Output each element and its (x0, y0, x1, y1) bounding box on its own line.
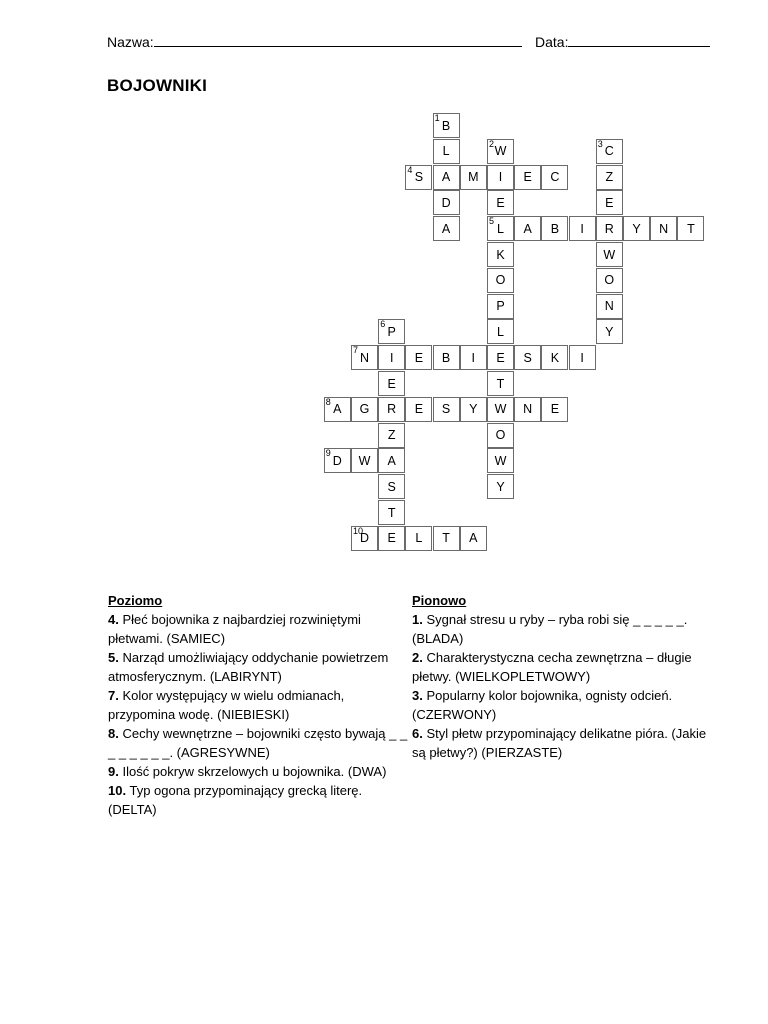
crossword-cell[interactable] (378, 319, 405, 344)
cell-letter: Y (469, 402, 478, 417)
clue-text: Narząd umożliwiający oddychanie powietrzem atmosferycznym. (LABIRYNT) (108, 650, 389, 684)
cell-letter: E (523, 170, 532, 185)
crossword-cell[interactable] (405, 345, 432, 370)
cell-letter: N (659, 221, 669, 236)
down-heading: Pionowo (412, 593, 467, 608)
crossword-cell[interactable] (514, 165, 541, 190)
crossword-cell[interactable] (433, 216, 460, 241)
cell-letter: A (469, 531, 478, 546)
cell-letter: Y (496, 479, 505, 494)
cell-letter: K (550, 350, 560, 365)
cell-letter: B (550, 221, 560, 236)
crossword-cell[interactable] (433, 526, 460, 551)
cell-letter: E (496, 195, 505, 210)
cell-letter: T (687, 221, 695, 236)
clue-number: 4. (108, 612, 119, 627)
name-label: Nazwa: (107, 34, 154, 50)
crossword-cell[interactable] (541, 345, 568, 370)
cell-letter: L (497, 324, 504, 339)
cell-letter: C (604, 144, 614, 159)
clue-text: Sygnał stresu u ryby – ryba robi się _ _ _ _ _. (BLADA) (412, 612, 688, 646)
crossword-cell[interactable] (541, 165, 568, 190)
clue-number: 7. (108, 688, 119, 703)
cell-letter: M (468, 170, 479, 185)
cell-letter: Z (387, 428, 396, 443)
crossword-cell[interactable] (324, 448, 351, 473)
cell-letter: T (442, 531, 450, 546)
crossword-cell[interactable] (487, 345, 514, 370)
clue-item (108, 686, 408, 724)
cell-letter: E (550, 402, 560, 417)
cell-letter: L (415, 531, 423, 546)
crossword-cell[interactable] (596, 190, 623, 215)
crossword-cell[interactable] (324, 397, 351, 422)
crossword-cell[interactable] (487, 294, 514, 319)
down-clues (412, 591, 712, 762)
cell-letter: A (387, 453, 396, 468)
crossword-cell[interactable] (460, 397, 487, 422)
cell-letter: Y (632, 221, 641, 236)
crossword-cell[interactable] (487, 268, 514, 293)
crossword-cell[interactable] (378, 371, 405, 396)
crossword-cell[interactable] (378, 423, 405, 448)
crossword-cell[interactable] (351, 448, 378, 473)
crossword-cell[interactable] (378, 397, 405, 422)
crossword-cell[interactable] (596, 268, 623, 293)
crossword-cell[interactable] (487, 242, 514, 267)
clue-number: 8. (108, 726, 119, 741)
crossword-cell[interactable] (596, 216, 623, 241)
cell-letter: C (550, 170, 560, 185)
clue-number: 6 (380, 319, 386, 330)
cell-letter: W (494, 402, 507, 417)
crossword-cell[interactable] (433, 345, 460, 370)
cell-letter: S (414, 170, 424, 185)
clue-number: 10. (108, 783, 127, 798)
cell-letter: I (389, 350, 394, 365)
clue-text: Cechy wewnętrzne – bojowniki często bywają _ _ _ _ _ _ _ _. (AGRESYWNE) (108, 726, 408, 760)
clue-text: Popularny kolor bojownika, ognisty odcień. (CZERWONY) (412, 688, 673, 722)
crossword-cell[interactable] (351, 345, 378, 370)
crossword-cell[interactable] (596, 165, 623, 190)
worksheet-title: BOJOWNIKI (107, 76, 208, 95)
crossword-cell[interactable] (514, 397, 541, 422)
clue-text: Ilość pokryw skrzelowych u bojownika. (DWA) (122, 764, 387, 779)
clue-item (108, 648, 408, 686)
crossword-cell[interactable] (378, 345, 405, 370)
clue-number: 2 (489, 138, 495, 149)
cell-letter: S (387, 479, 396, 494)
clue-item (412, 724, 712, 762)
cell-letter: I (580, 350, 584, 365)
crossword-cell[interactable] (460, 526, 487, 551)
cell-letter: D (359, 531, 370, 546)
cell-letter: D (441, 195, 451, 210)
cell-letter: R (387, 402, 397, 417)
crossword-cell[interactable] (596, 294, 623, 319)
clue-number: 2. (412, 650, 423, 665)
clue-number: 1. (412, 612, 423, 627)
cell-letter: A (441, 221, 451, 236)
cell-letter: B (441, 350, 451, 365)
clue-number: 1 (434, 113, 440, 123)
cell-letter: O (495, 273, 506, 288)
cell-letter: N (604, 299, 614, 314)
crossword-cell[interactable] (541, 216, 568, 241)
date-label: Data: (535, 34, 569, 50)
crossword-cell[interactable] (487, 448, 514, 473)
crossword-cell[interactable] (378, 474, 405, 499)
cell-letter: A (441, 170, 451, 185)
cell-letter: W (603, 247, 616, 262)
cell-letter: P (496, 299, 505, 314)
cell-letter: S (441, 402, 451, 417)
cell-letter: Z (605, 170, 614, 185)
cell-letter: T (387, 505, 396, 520)
clue-item (108, 724, 408, 762)
clue-text: Typ ogona przypominający grecką literę. (DELTA) (108, 783, 363, 817)
clue-text: Płeć bojownika z najbardziej rozwiniętymi płetwami. (SAMIEC) (108, 612, 361, 646)
clue-number: 5. (108, 650, 119, 665)
crossword-cell[interactable] (433, 190, 460, 215)
crossword-cell[interactable] (487, 423, 514, 448)
crossword-cell[interactable] (677, 216, 704, 241)
cell-letter: T (496, 376, 505, 391)
clue-item (412, 610, 712, 648)
cell-letter: Y (605, 324, 614, 339)
cell-letter: P (387, 324, 396, 339)
cell-letter: K (496, 247, 505, 262)
clue-number: 10 (353, 525, 364, 536)
crossword-cell[interactable] (433, 165, 460, 190)
cell-letter: W (358, 453, 371, 468)
crossword-cell[interactable] (623, 216, 650, 241)
crossword-cell[interactable] (405, 397, 432, 422)
clue-text: Styl płetw przypominający delikatne pióra. (Jakie są płetwy?) (PIERZASTE) (412, 726, 707, 760)
crossword-cell[interactable] (569, 345, 596, 370)
cell-letter: E (605, 195, 614, 210)
clue-number: 3. (412, 688, 423, 703)
crossword-cell[interactable] (541, 397, 568, 422)
cell-letter: G (359, 402, 370, 417)
crossword-cell[interactable] (596, 139, 623, 164)
cell-letter: E (496, 350, 505, 365)
clue-number: 6. (412, 726, 423, 741)
crossword-cell[interactable] (487, 474, 514, 499)
crossword-cell[interactable] (405, 526, 432, 551)
cell-letter: E (414, 402, 424, 417)
cell-letter: B (441, 118, 451, 133)
cell-letter: A (523, 221, 532, 236)
clue-number: 3 (597, 138, 603, 149)
cell-letter: W (494, 144, 507, 159)
crossword-cell[interactable] (514, 216, 541, 241)
crossword-cell[interactable] (596, 319, 623, 344)
cell-letter: D (332, 453, 342, 468)
crossword-cell[interactable] (487, 371, 514, 396)
cell-letter: O (604, 273, 615, 288)
crossword-cell[interactable] (433, 113, 460, 138)
across-heading: Poziomo (108, 593, 163, 608)
cell-letter: R (604, 221, 614, 236)
clue-number: 9. (108, 764, 119, 779)
cell-letter: I (471, 350, 476, 365)
crossword-cell[interactable] (378, 500, 405, 525)
clue-item (412, 648, 712, 686)
clue-number: 7 (353, 345, 359, 356)
clue-number: 5 (489, 216, 495, 227)
crossword-cell[interactable] (433, 397, 460, 422)
crossword-cell[interactable] (378, 526, 405, 551)
clue-item (108, 610, 408, 648)
crossword-cell[interactable] (569, 216, 596, 241)
crossword-cell[interactable] (460, 345, 487, 370)
clue-item (412, 686, 712, 724)
cell-letter: S (523, 350, 532, 365)
clue-item (108, 781, 408, 819)
crossword-cell[interactable] (487, 165, 514, 190)
crossword-cell[interactable] (487, 139, 514, 164)
crossword-cell[interactable] (487, 319, 514, 344)
cell-letter: O (495, 428, 506, 443)
crossword-cell[interactable] (514, 345, 541, 370)
down-clue-list (412, 610, 712, 762)
clue-text: Charakterystyczna cecha zewnętrzna – długie płetwy. (WIELKOPLETWOWY) (412, 650, 692, 684)
cell-letter: I (498, 170, 503, 185)
crossword-cell[interactable] (351, 526, 378, 551)
crossword-cell[interactable] (487, 190, 514, 215)
cell-letter: E (387, 376, 396, 391)
across-clue-list (108, 610, 408, 819)
crossword-cell[interactable] (487, 216, 514, 241)
cell-letter: E (387, 531, 396, 546)
clue-number: 9 (325, 448, 331, 459)
clue-number: 4 (407, 164, 413, 175)
cell-letter: L (442, 144, 450, 159)
crossword-cell[interactable] (378, 448, 405, 473)
across-clues (108, 591, 408, 819)
crossword-cell[interactable] (405, 165, 432, 190)
cell-letter: E (414, 350, 424, 365)
crossword-cell[interactable] (460, 165, 487, 190)
cell-letter: N (523, 402, 533, 417)
crossword-cell[interactable] (596, 242, 623, 267)
clue-number: 8 (325, 396, 331, 407)
crossword-cell[interactable] (433, 139, 460, 164)
crossword-cell[interactable] (351, 397, 378, 422)
cell-letter: A (333, 402, 342, 417)
crossword-cell[interactable] (650, 216, 677, 241)
cell-letter: W (494, 453, 507, 468)
clue-item (108, 762, 408, 781)
cell-letter: L (497, 221, 504, 236)
cell-letter: N (359, 350, 370, 365)
crossword-cell[interactable] (487, 397, 514, 422)
cell-letter: I (580, 221, 584, 236)
clue-text: Kolor występujący w wielu odmianach, przypomina wodę. (NIEBIESKI) (108, 688, 345, 722)
